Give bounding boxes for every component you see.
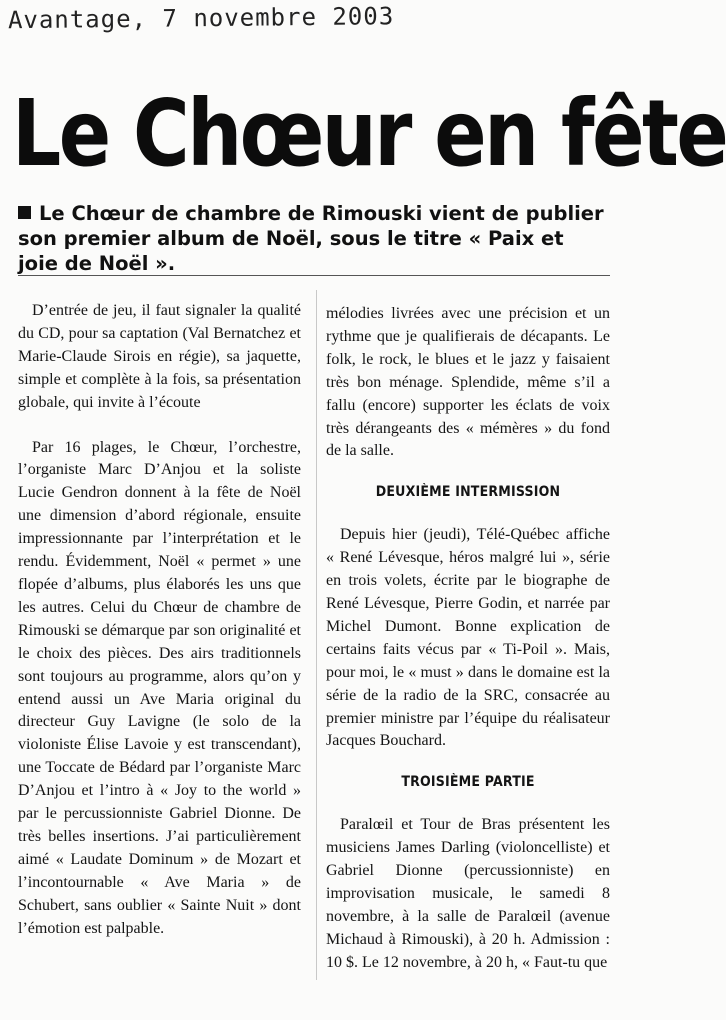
section-heading: DEUXIÈME INTERMISSION xyxy=(375,484,561,501)
paragraph: D’entrée de jeu, il faut signaler la qualité du CD, pour sa captation (Val Bernatchez et Marie-Claude Sirois en régie), sa jaquette, simple et complète à la fois, sa présentation globale, qui invite à l’écoute xyxy=(18,302,301,411)
horizontal-rule xyxy=(18,275,610,276)
deck xyxy=(18,201,610,276)
paragraph: Paralœil et Tour de Bras présentent les musiciens James Darling (violoncelliste) et Gabriel Dionne (percussionniste) en improvisation musicale, le samedi 8 novembre, à la salle de Paralœil (avenue Michaud à Rimouski), à 20 h. Admission : 10 $. Le 12 novembre, à 20 h, « Faut-tu que xyxy=(326,816,610,971)
paragraph: Depuis hier (jeudi), Télé-Québec affiche « René Lévesque, héros malgré lui », série en trois volets, écrite par le biographe de René Lévesque, Pierre Godin, et narrée par Michel Dumont. Bonne explication de certains faits vécus par « Ti-Poil ». Mais, pour moi, le « must » dans le domaine est la série de la radio de la SRC, consacrée au premier ministre par l’équipe du réalisateur Jacques Bouchard. xyxy=(326,526,610,750)
section-heading: TROISIÈME PARTIE xyxy=(401,774,535,791)
bullet-square-icon xyxy=(18,206,31,219)
handwritten-date-note: Avantage, 7 novembre 2003 xyxy=(7,2,395,35)
right-column xyxy=(326,303,610,975)
column-divider xyxy=(316,290,317,980)
left-column xyxy=(18,300,301,940)
deck-text: Le Chœur de chambre de Rimouski vient de publier son premier album de Noël, sous le titre « Paix et joie de Noël ». xyxy=(18,202,604,275)
paragraph-continuation: mélodies livrées avec une précision et un rythme que je qualifierais de décapants. Le folk, le rock, le blues et le jazz y faisaient très bon ménage. Splendide, même s’il a fallu (encore) supporter les éclats de voix très dérangeants des « mémères » du fond de la salle. xyxy=(326,305,610,460)
paragraph: Par 16 plages, le Chœur, l’orchestre, l’organiste Marc D’Anjou et la soliste Lucie Gendron donnent à la fête de Noël une dimension d’abord régionale, ensuite impressionnante par l’interprétation et le rendu. Évidemment, Noël « permet » une flopée d’albums, plus élaborés les uns que les autres. Celui du Chœur de chambre de Rimouski se démarque par son originalité et le choix des pièces. Des airs traditionnels sont toujours au programme, alors qu’on y entend aussi un Ave Maria original du directeur Guy Lavigne (le solo de la violoniste Élise Lavoie y est transcendant), une Toccate de Bédard par l’organiste Marc D’Anjou et l’intro à « Joy to the world » par le percussionniste Gabriel Dionne. De très belles insertions. J’ai particulièrement aimé « Laudate Dominum » de Mozart et l’incontournable « Ave Maria » de Schubert, sans oublier « Sainte Nuit » dont l’émotion est palpable. xyxy=(18,438,301,937)
headline: Le Chœur en fête xyxy=(12,80,726,187)
